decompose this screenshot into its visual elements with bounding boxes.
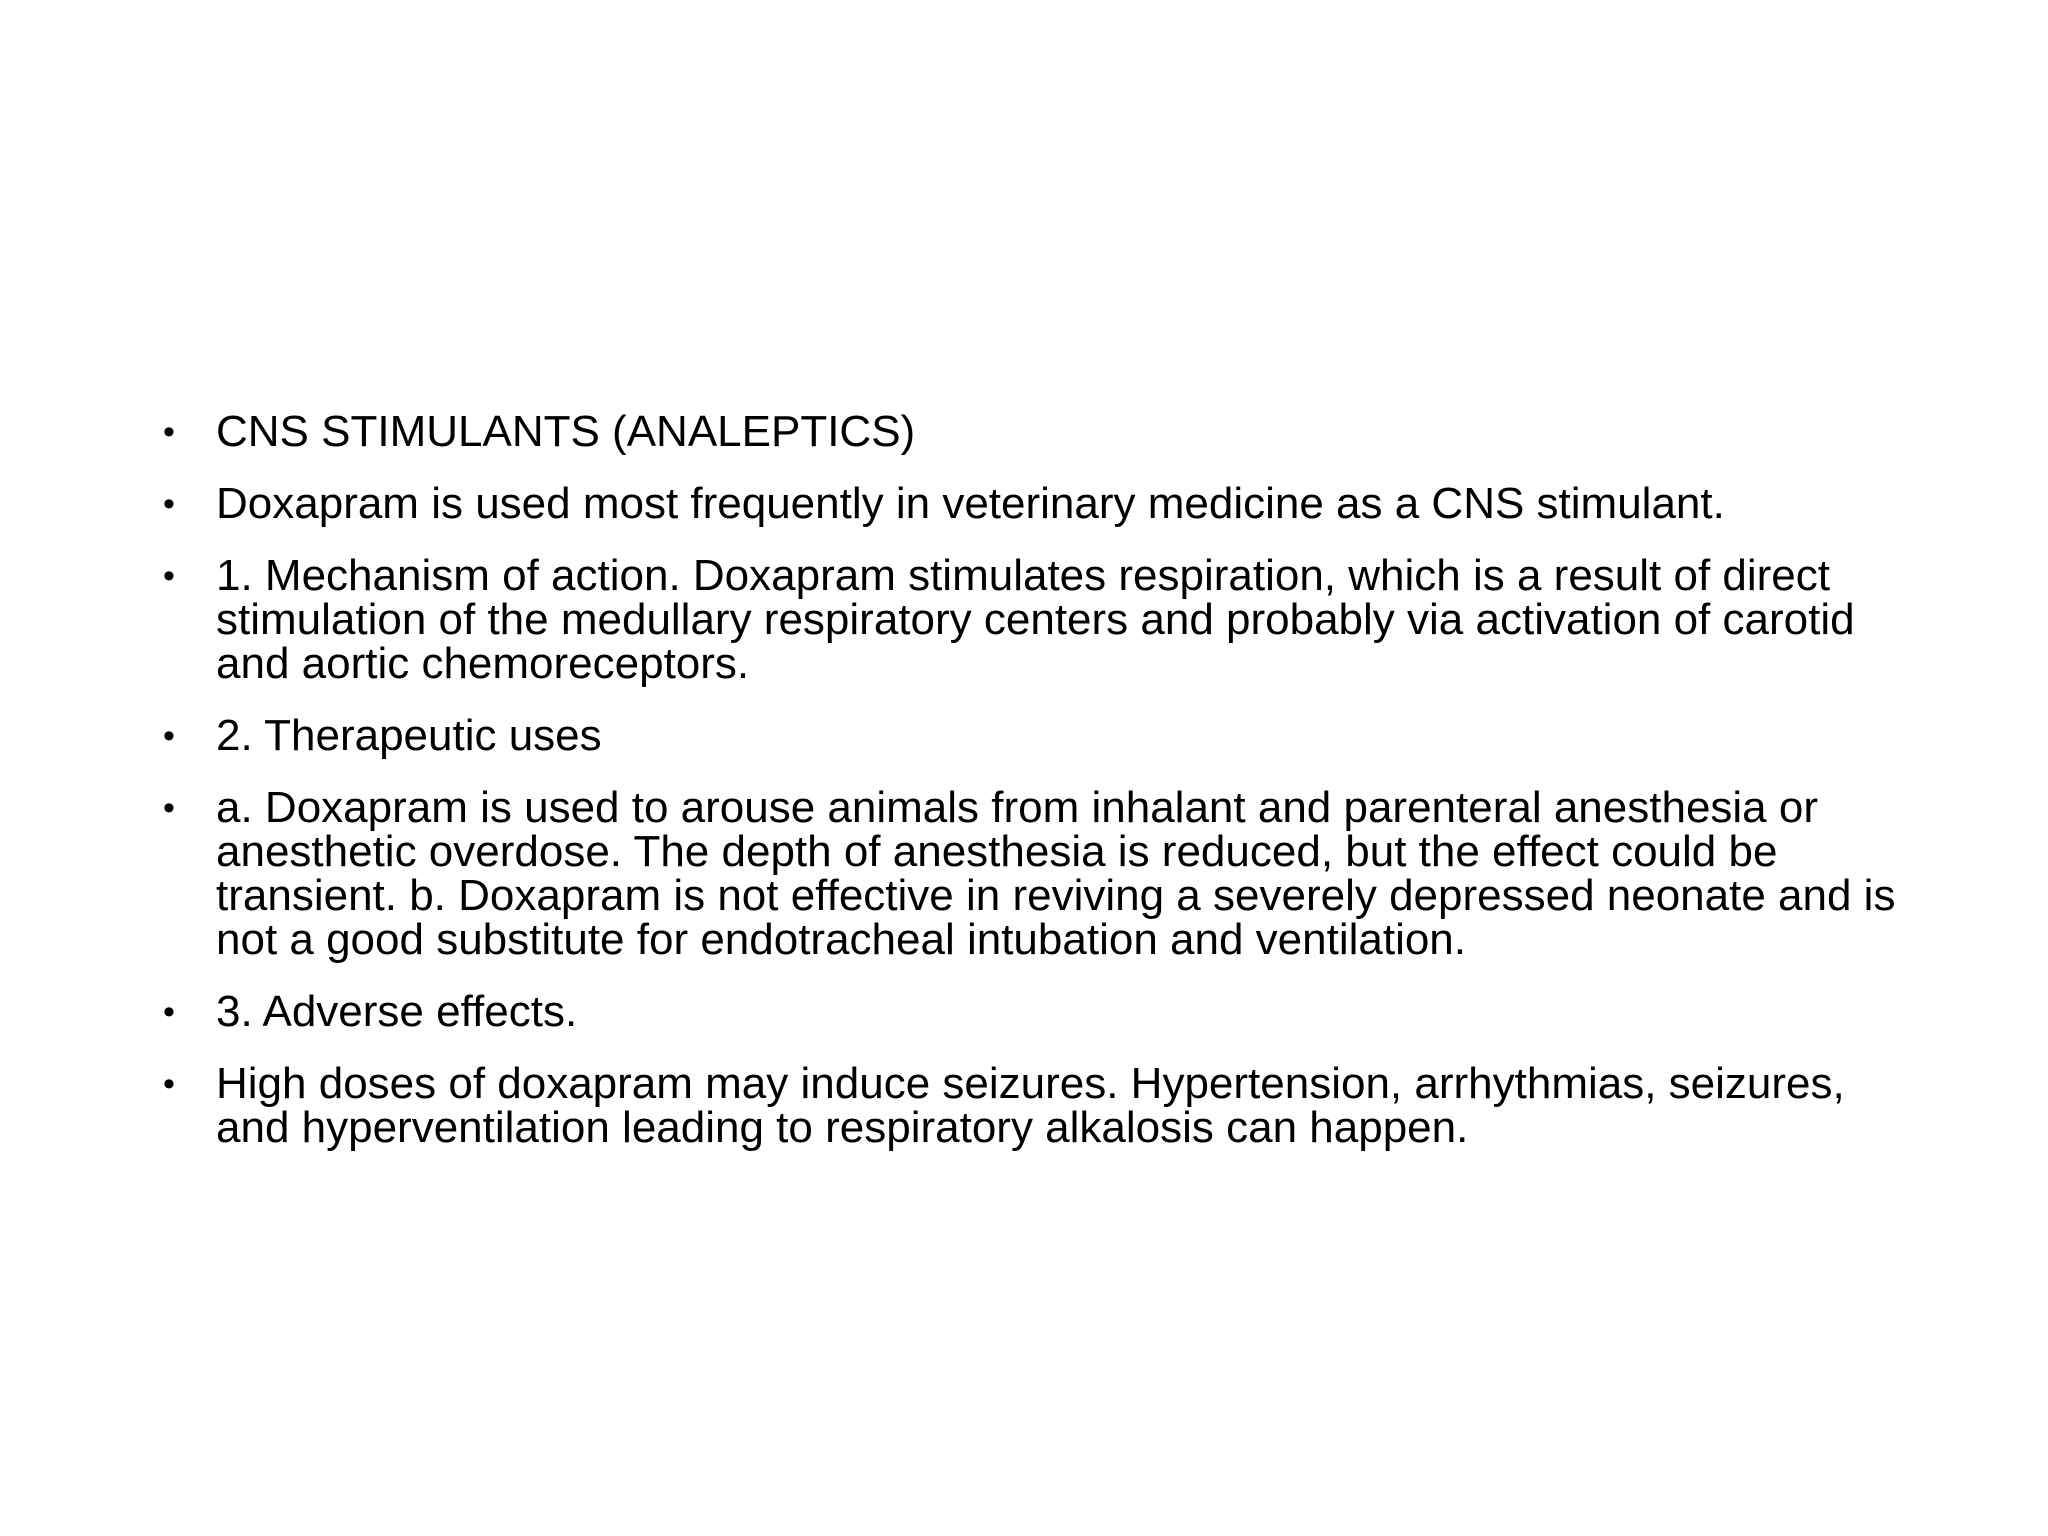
bullet-dot-icon: • <box>163 557 175 595</box>
bullet-item-mechanism <box>163 551 1903 688</box>
bullet-dot-icon: • <box>163 993 175 1031</box>
bullet-item-therapeutic-details <box>163 783 1903 964</box>
bullet-text: 1. Mechanism of action. Doxapram stimulates respiration, which is a result of direct stimulation of the medullary respiratory centers and probably via activation of carotid and aortic chemoreceptors. <box>216 551 1855 688</box>
bullet-dot-icon: • <box>163 485 175 523</box>
bullet-dot-icon: • <box>163 413 175 451</box>
bullet-text: CNS STIMULANTS (ANALEPTICS) <box>216 407 916 456</box>
bullet-text: High doses of doxapram may induce seizures. Hypertension, arrhythmias, seizures, and hyperventilation leading to respiratory alkalosis can happen. <box>216 1059 1845 1152</box>
bullet-dot-icon: • <box>163 1065 175 1103</box>
bullet-text: 3. Adverse effects. <box>216 987 578 1036</box>
bullet-item-cns-stimulants <box>163 407 1903 456</box>
bullet-dot-icon: • <box>163 717 175 755</box>
bullet-text: a. Doxapram is used to arouse animals from inhalant and parenteral anesthesia or anesthetic overdose. The depth of anesthesia is reduced, but the effect could be transient. b. Doxapram is not effective in reviving a severely depressed neonate and is not a good substitute for endotracheal intubation and ventilation. <box>216 783 1896 964</box>
bullet-text: 2. Therapeutic uses <box>216 711 602 760</box>
bullet-item-doxapram-usage <box>163 479 1903 528</box>
bullet-item-therapeutic-uses <box>163 711 1903 760</box>
bullet-text: Doxapram is used most frequently in veterinary medicine as a CNS stimulant. <box>216 479 1725 528</box>
bullet-dot-icon: • <box>163 789 175 827</box>
bullet-item-adverse-effects <box>163 987 1903 1036</box>
bullet-item-adverse-details <box>163 1059 1903 1152</box>
bullet-list <box>163 407 1903 1178</box>
